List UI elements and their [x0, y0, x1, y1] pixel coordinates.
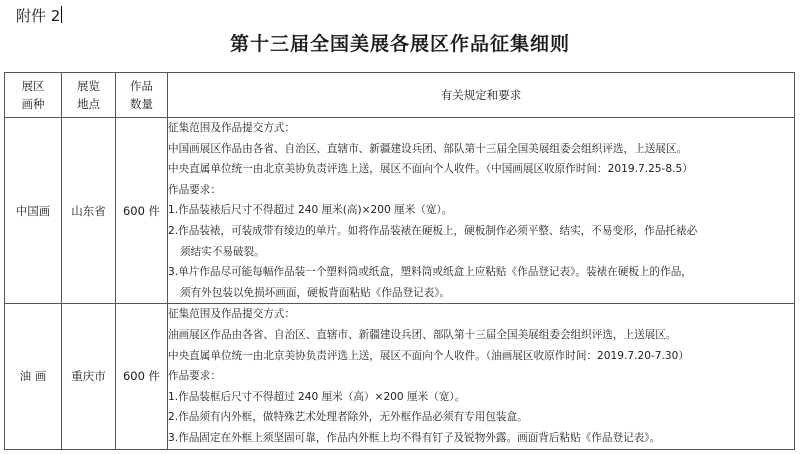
requirement-line: 中国画展区作品由各省、自治区、直辖市、新疆建设兵团、部队第十三届全国美展组委会组织评选，上送展区。 — [168, 142, 688, 155]
header-requirements: 有关规定和要求 — [168, 73, 795, 118]
requirements-cell — [168, 304, 795, 449]
division-cell: 中国画 — [5, 118, 62, 304]
header-division — [5, 73, 62, 118]
section-heading: 作品要求： — [168, 370, 221, 383]
requirement-line: 2.作品须有内外框，做特殊艺术处理者除外，无外框作品必须有专用包装盒。 — [168, 411, 528, 424]
header-venue-line2: 地点 — [77, 97, 100, 111]
header-count-line2: 数量 — [130, 97, 153, 111]
requirement-line: 中央直属单位统一由北京美协负责评选上送，展区不面向个人收件。（油画展区收原作时间：2019.7.20-7.30） — [168, 349, 689, 362]
header-division-line2: 画种 — [21, 97, 45, 111]
requirement-line: 油画展区作品由各省、自治区、直辖市、新疆建设兵团、部队第十三届全国美展组委会组织评选，上送展区。 — [168, 328, 677, 341]
requirement-line-continued: 须结实不易破裂。 — [180, 245, 265, 258]
document-title: 第十三届全国美展各展区作品征集细则 — [229, 33, 570, 55]
requirement-line: 2.作品装裱，可装成带有绫边的单片。如将作品装裱在硬板上，硬板制作必须平整、结实，不易变形，作品托裱必 — [168, 224, 698, 237]
section-heading: 作品要求： — [168, 183, 221, 196]
header-venue-line1: 展览 — [77, 79, 100, 93]
table-row — [5, 118, 795, 304]
header-count-line1: 作品 — [130, 79, 153, 93]
count-cell: 600 件 — [116, 304, 168, 449]
attachment-label-text: 附件 2 — [16, 7, 61, 25]
section-heading: 征集范围及作品提交方式： — [168, 308, 296, 321]
requirement-line: 1.作品装框后尺寸不得超过 240 厘米（高）×200 厘米（宽）。 — [168, 390, 466, 403]
header-count — [116, 73, 168, 118]
requirement-line: 3.单片作品尽可能每幅作品装一个塑料筒或纸盒，塑料筒或纸盒上应粘贴《作品登记表》。装裱在硬板上的作品， — [168, 266, 692, 279]
requirements-table — [4, 72, 795, 450]
division-cell: 油 画 — [5, 304, 62, 449]
section-heading: 征集范围及作品提交方式： — [168, 122, 296, 134]
attachment-label — [16, 6, 62, 26]
requirement-line: 1.作品装裱后尺寸不得超过 240 厘米(高)×200 厘米（宽）。 — [168, 204, 453, 217]
requirement-line: 3.作品固定在外框上须坚固可靠，作品内外框上均不得有钉子及锐物外露。画面背后粘贴《作品登记表》。 — [168, 431, 661, 444]
venue-cell: 山东省 — [62, 118, 116, 304]
count-cell: 600 件 — [116, 118, 168, 304]
header-division-line1: 展区 — [21, 79, 45, 93]
requirement-line: 中央直属单位统一由北京美协负责评选上送，展区不面向个人收件。（中国画展区收原作时间：2019.7.25-8.5） — [168, 163, 693, 176]
header-venue — [62, 73, 116, 118]
requirement-line-continued: 须有外包装以免损坏画面，硬板背面粘贴《作品登记表》。 — [180, 286, 451, 299]
venue-cell: 重庆市 — [62, 304, 116, 449]
table-row — [5, 304, 795, 449]
table-header-row — [5, 73, 795, 118]
requirements-cell — [168, 118, 795, 304]
text-cursor — [61, 6, 62, 23]
